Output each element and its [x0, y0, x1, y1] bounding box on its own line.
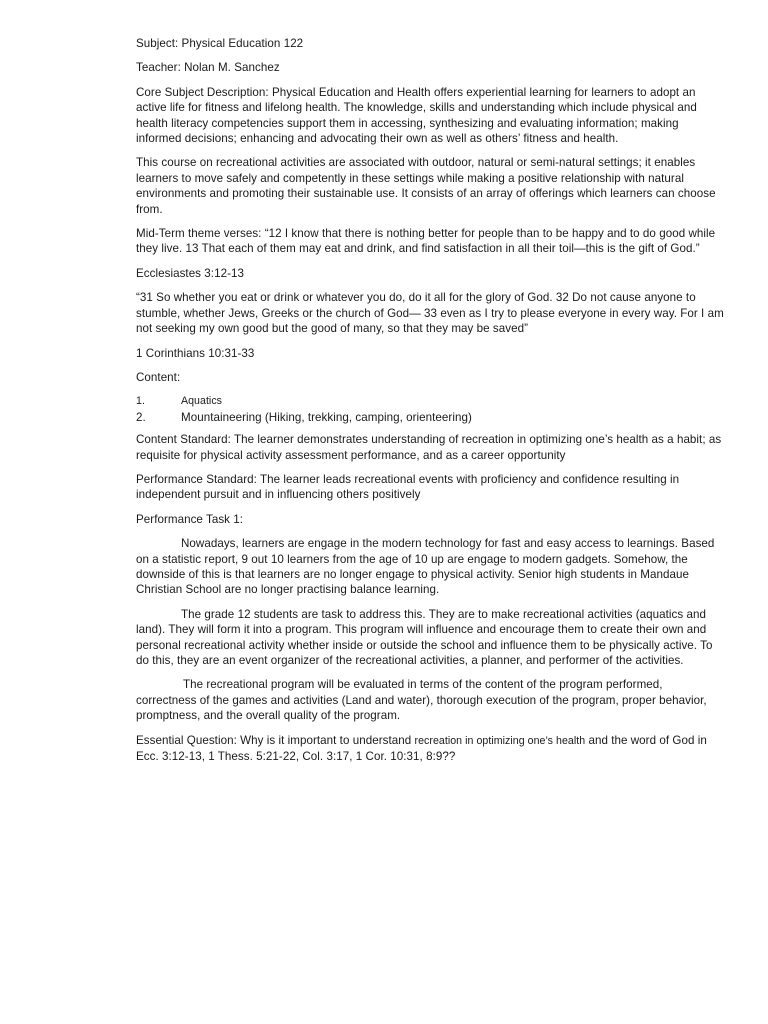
- task-paragraph: Nowadays, learners are engage in the modern technology for fast and easy access to learnings. Based on a statistic report, 9 out 10 learners from the age of 10 up are engage to modern gadgets. Somehow, the downside of this is that learners are no longer engage to physical activity. Senior high students in Mandaue Christian School are no longer practising balance learning.: [136, 537, 715, 597]
- course-description: This course on recreational activities are associated with outdoor, natural or semi-natural settings; it enables learners to move safely and competently in these settings while making a positive relationship with natural environments and promoting their sustainable use. It consists of an array of offerings which learners can choose from.: [136, 156, 716, 216]
- list-item-text: Mountaineering (Hiking, trekking, camping, orienteering): [181, 410, 472, 424]
- list-item-number: 2.: [136, 410, 146, 424]
- teacher-line: Teacher: Nolan M. Sanchez: [136, 61, 280, 75]
- performance-task-label: Performance Task 1:: [136, 512, 244, 526]
- content-label: Content:: [136, 370, 181, 384]
- list-item-number: 1.: [136, 395, 145, 408]
- ecclesiastes-reference: Ecclesiastes 3:12-13: [136, 266, 244, 280]
- essential-question-lead: Essential Question: Why is it important to understand: [136, 733, 415, 747]
- essential-question-focus: recreation in optimizing one’s health: [414, 734, 586, 747]
- list-item: [136, 394, 724, 409]
- corinthians-reference: 1 Corinthians 10:31-33: [136, 346, 255, 360]
- content-list: [136, 394, 724, 425]
- essential-question: [136, 733, 724, 765]
- essential-question-tail: and the word of God in Ecc. 3:12-13, 1 Thess. 5:21-22, Col. 3:17, 1 Cor. 10:31, 8:9??: [136, 733, 707, 764]
- subject-line: Subject: Physical Education 122: [136, 37, 304, 50]
- performance-standard: Performance Standard: The learner leads recreational events with proficiency and confidence resulting in independent pursuit and in influencing others positively: [136, 472, 680, 502]
- core-subject-description: Core Subject Description: Physical Education and Health offers experiential learning for learners to adopt an active life for fitness and lifelong health. The knowledge, skills and understanding which include physical and health literacy competencies support them in accessing, synthesizing and evaluating information; making informed decisions; enhancing and advocating their own as well as others’ fitness and health.: [136, 85, 697, 146]
- task-paragraph: The recreational program will be evaluated in terms of the content of the program performed, correctness of the games and activities (Land and water), thorough execution of the program, proper behavior, promptness, and the overall quality of the program.: [136, 678, 707, 723]
- corinthians-quote: “31 So whether you eat or drink or whatever you do, do it all for the glory of God. 32 Do not cause anyone to stumble, whether Jews, Greeks or the church of God— 33 even as I try to please everyone in every way. For I am not seeking my own good but the good of many, so that they may be saved”: [136, 291, 724, 336]
- task-paragraph: The grade 12 students are task to address this. They are to make recreational activities (aquatics and land). They will form it into a program. This program will influence and encourage them to create their own and personal recreational activity whether inside or outside the school and influence them to be physically active. To do this, they are an event organizer of the recreational activities, a planner, and performer of the activities.: [136, 607, 713, 667]
- content-standard: Content Standard: The learner demonstrates understanding of recreation in optimizing one’s health as a habit; as requisite for physical activity assessment performance, and as a career opportunity: [136, 433, 722, 462]
- list-item: [136, 410, 724, 425]
- document-body: [136, 36, 724, 773]
- midterm-theme-verses: Mid-Term theme verses: “12 I know that there is nothing better for people than to be happy and to do good while they live. 13 That each of them may eat and drink, and find satisfaction in all their toil—this is the gift of God.”: [136, 227, 716, 256]
- list-item-text: Aquatics: [181, 395, 223, 408]
